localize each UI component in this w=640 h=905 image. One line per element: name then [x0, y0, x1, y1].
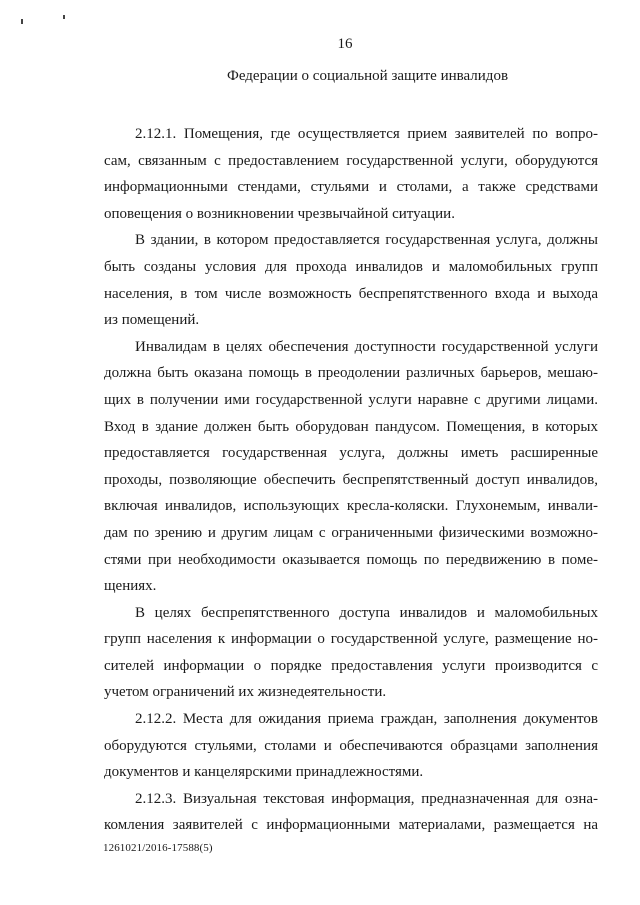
- text-line: предоставляется государственная услуга, должны иметь расширенные: [104, 445, 598, 462]
- text-line: В здании, в котором предоставляется государственная услуга, должны: [135, 232, 598, 249]
- text-line: дам по зрению и другим лицам с ограниченными физическими возможно-: [104, 524, 598, 541]
- text-line: Вход в здание должен быть оборудован пандусом. Помещения, в которых: [104, 418, 598, 435]
- text-line: населения, в том числе возможность беспрепятственного входа и выхода: [104, 285, 598, 302]
- text-line: документов и канцелярскими принадлежностями.: [104, 764, 424, 781]
- text-line: комления заявителей с информационными материалами, размещается на: [104, 817, 598, 834]
- scan-mark: [21, 19, 23, 24]
- paragraph: [104, 786, 598, 839]
- document-id: 1261021/2016-17588(5): [103, 842, 213, 854]
- document-body: [104, 121, 598, 839]
- text-line: щих в получении ими государственной услуги наравне с другими лицами.: [104, 391, 598, 408]
- text-line: должна быть оказана помощь в преодолении различных барьеров, мешаю-: [104, 365, 598, 382]
- text-line: учетом ограничений их жизнедеятельности.: [104, 684, 387, 701]
- paragraph: [104, 600, 598, 706]
- page-number: 16: [337, 36, 353, 52]
- paragraph: [104, 334, 598, 600]
- paragraph: [104, 121, 598, 227]
- text-line: 2.12.2. Места для ожидания приема граждан, заполнения документов: [135, 711, 598, 728]
- paragraph: [104, 227, 598, 333]
- paragraph: [104, 706, 598, 786]
- text-line: сам, связанным с предоставлением государственной услуги, оборудуются: [104, 152, 598, 169]
- scan-mark: [63, 15, 65, 19]
- text-line: сителей информации о порядке предоставления услуги производится с: [104, 657, 598, 674]
- text-line: В целях беспрепятственного доступа инвалидов и маломобильных: [135, 604, 598, 621]
- text-line: оповещения о возникновении чрезвычайной ситуации.: [104, 205, 455, 222]
- heading-continuation: Федерации о социальной защите инвалидов: [226, 68, 509, 84]
- text-line: групп населения к информации о государственной услуге, размещение но-: [104, 631, 598, 648]
- text-line: проходы, позволяющие обеспечить беспрепятственный доступ инвалидов,: [104, 471, 598, 488]
- text-line: Инвалидам в целях обеспечения доступности государственной услуги: [135, 338, 598, 355]
- text-line: 2.12.3. Визуальная текстовая информация, предназначенная для озна-: [135, 790, 598, 807]
- text-line: из помещений.: [104, 312, 200, 329]
- text-line: быть созданы условия для прохода инвалидов и маломобильных групп: [104, 258, 598, 275]
- text-line: информационными стендами, стульями и столами, а также средствами: [104, 179, 598, 196]
- text-line: включая инвалидов, использующих кресла-коляски. Глухонемым, инвали-: [104, 498, 598, 515]
- text-line: оборудуются стульями, столами и обеспечиваются образцами заполнения: [104, 737, 598, 754]
- text-line: щениях.: [104, 578, 157, 595]
- text-line: 2.12.1. Помещения, где осуществляется прием заявителей по вопро-: [135, 126, 598, 142]
- text-line: стями при необходимости оказывается помощь по передвижению в поме-: [104, 551, 598, 568]
